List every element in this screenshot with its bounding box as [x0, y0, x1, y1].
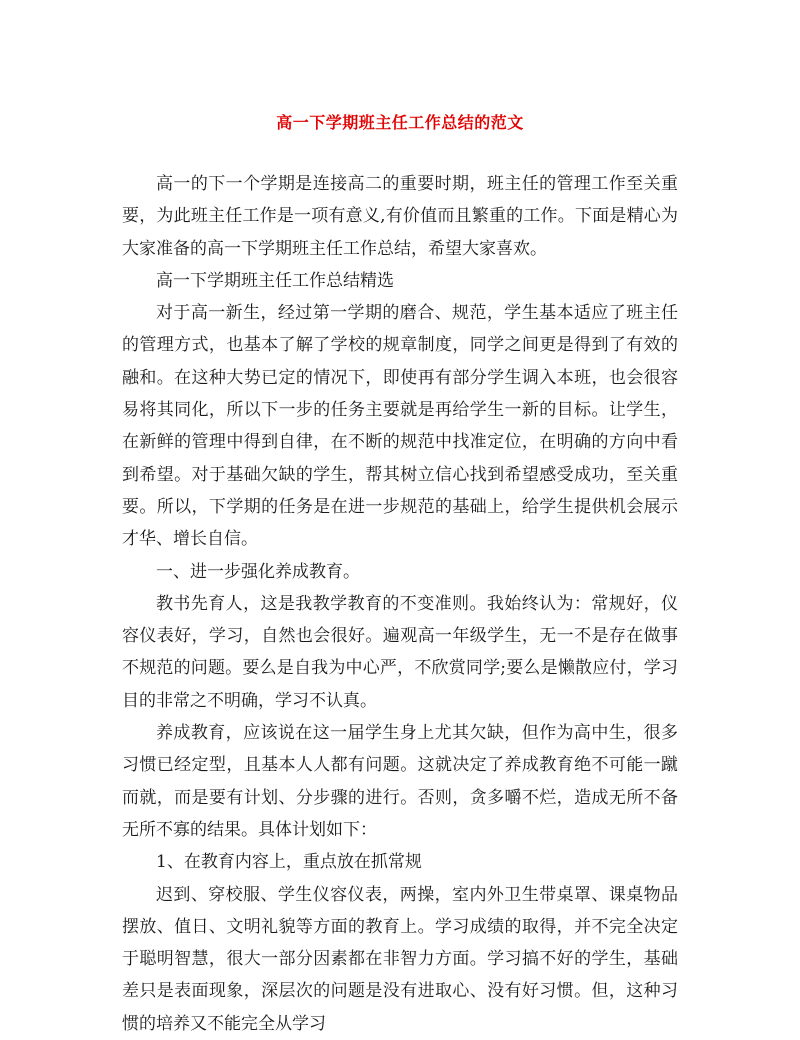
document-title: 高一下学期班主任工作总结的范文: [276, 113, 524, 132]
paragraph-intro: 高一的下一个学期是连接高二的重要时期，班主任的管理工作至关重要，为此班主任工作是一项有意义,有价值而且繁重的工作。下面是精心为大家准备的高一下学期班主任工作总结，希望大家喜欢。: [122, 174, 678, 259]
paragraph-section-heading: 一、进一步强化养成教育。: [156, 561, 360, 582]
paragraph-plan: 养成教育，应该说在这一届学生身上尤其欠缺，但作为高中生，很多习惯已经定型，且基本人人都有问题。这就决定了养成教育绝不可能一蹴而就，而是要有计划、分步骤的进行。否则，贪多嚼不烂，造成无所不备无所不寡的结果。具体计划如下：: [122, 723, 678, 840]
document-body: [122, 168, 678, 1040]
paragraph-subheading: 高一下学期班主任工作总结精选: [156, 270, 394, 291]
paragraph-principle: 教书先育人，这是我教学教育的不变准则。我始终认为：常规好，仪容仪表好，学习，自然也会很好。遍观高一年级学生，无一不是存在做事不规范的问题。要么是自我为中心严，不欣赏同学;要么是懒散应付，学习目的非常之不明确，学习不认真。: [122, 593, 678, 711]
paragraph-item-heading: 1、在教育内容上，重点放在抓常规: [156, 852, 422, 873]
paragraph-overview: 对于高一新生，经过第一学期的磨合、规范，学生基本适应了班主任的管理方式，也基本了解了学校的规章制度，同学之间更是得到了有效的融和。在这种大势已定的情况下，即使再有部分学生调入本班，也会很容易将其同化，所以下一步的任务主要就是再给学生一新的目标。让学生，在新鲜的管理中得到自律，在不断的规范中找准定位，在明确的方向中看到希望。对于基础欠缺的学生，帮其树立信心找到希望感受成功，至关重要。所以，下学期的任务是在进一步规范的基础上，给学生提供机会展示才华、增长自信。: [122, 303, 678, 550]
paragraph-item-detail: 迟到、穿校服、学生仪容仪表，两操，室内外卫生带桌罩、课桌物品摆放、值日、文明礼貌等方面的教育上。学习成绩的取得，并不完全决定于聪明智慧，很大一部分因素都在非智力方面。学习搞不好的学生，基础差只是表面现象，深层次的问题是没有进取心、没有好习惯。但，这种习惯的培养又不能完全从学习: [122, 884, 678, 1034]
